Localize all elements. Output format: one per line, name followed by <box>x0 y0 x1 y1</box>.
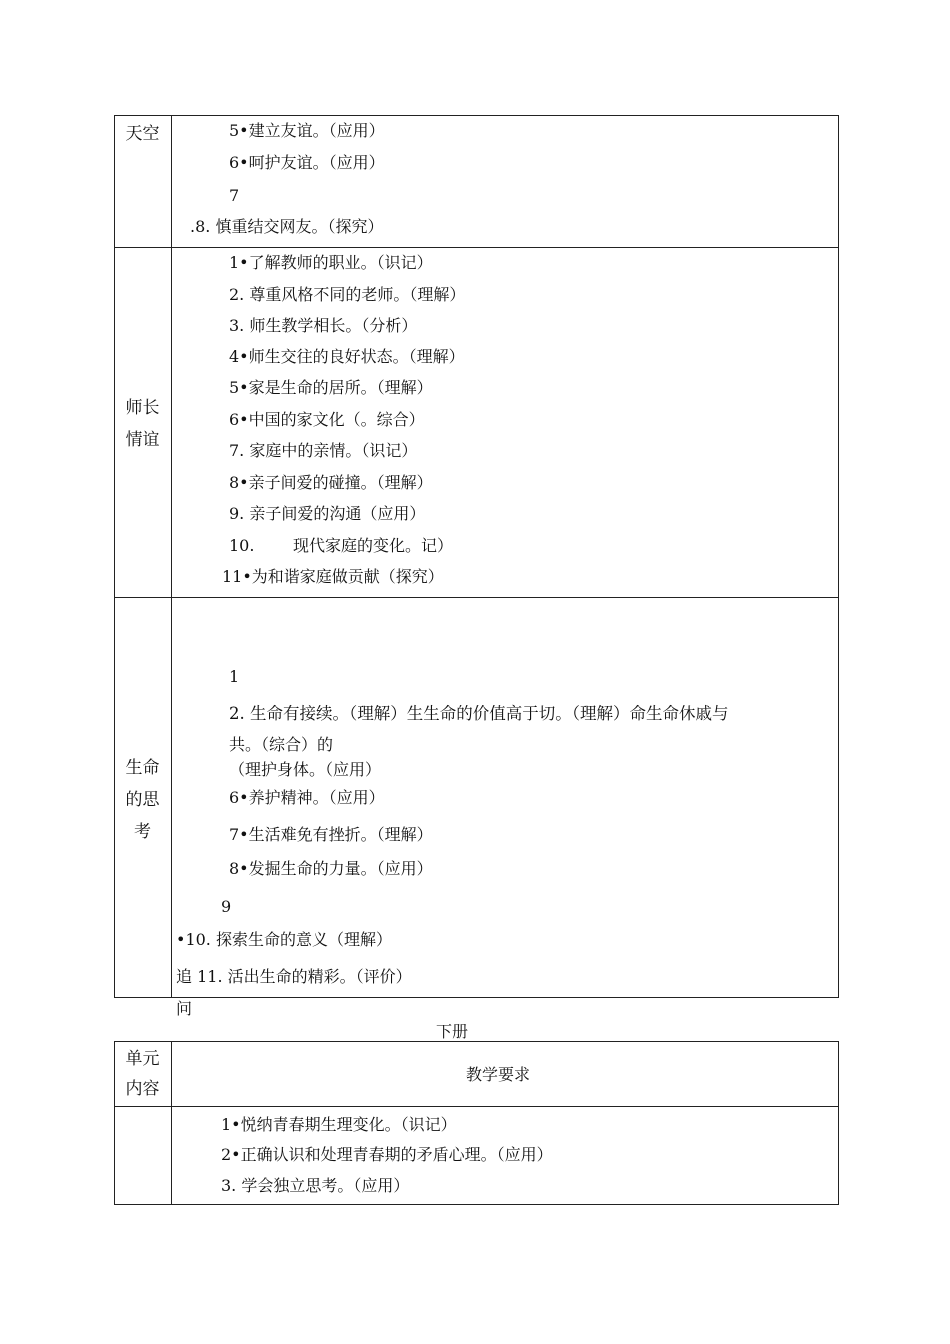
unit-label-shengming-de-sikao <box>114 752 171 848</box>
requirement-item: 2•正确认识和处理青春期的矛盾心理。（应用） <box>221 1145 553 1164</box>
requirement-item: .8. 慎重结交网友。（探究） <box>190 217 384 236</box>
unit-label-line: 情谊 <box>125 430 160 450</box>
stray-character: 问 <box>176 999 193 1018</box>
unit-label-line: 天空 <box>125 124 160 144</box>
requirement-item: 7. 家庭中的亲情。（识记） <box>229 441 418 460</box>
requirement-item: 4•师生交往的良好状态。（理解） <box>229 347 465 366</box>
requirement-item: 8•亲子间爱的碰撞。（理解） <box>229 473 433 492</box>
requirement-item: 现代家庭的变化。记） <box>293 536 454 555</box>
header-unit-content <box>114 1044 171 1104</box>
requirement-item: 3. 师生教学相长。（分析） <box>229 316 418 335</box>
requirement-item: 3. 学会独立思考。（应用） <box>221 1176 410 1195</box>
requirement-item: 11•为和谐家庭做贡献（探究） <box>222 567 444 586</box>
requirement-item: 7 <box>229 186 240 205</box>
requirement-item: （理护身体。（应用） <box>229 760 382 779</box>
header-line: 单元 <box>125 1049 160 1069</box>
requirement-item: 6•中国的家文化（。综合） <box>229 410 425 429</box>
requirement-item: •10. 探索生命的意义（理解） <box>176 930 392 949</box>
column-divider <box>171 116 172 997</box>
requirement-item: 2. 生命有接续。（理解）生生命的价值高于切。（理解）命生命休戚与 <box>229 704 729 723</box>
requirements-table-upper <box>114 115 839 998</box>
requirement-item: 8•发掘生命的力量。（应用） <box>229 859 433 878</box>
row-divider <box>115 597 838 598</box>
requirement-item: 1•悦纳青春期生理变化。（识记） <box>221 1115 457 1134</box>
requirement-item: 5•家是生命的居所。（理解） <box>229 378 433 397</box>
requirement-item: 7•生活难免有挫折。（理解） <box>229 825 433 844</box>
requirement-item: 追 11. 活出生命的精彩。（评价） <box>176 967 412 986</box>
requirement-item: 1•了解教师的职业。（识记） <box>229 253 433 272</box>
unit-label-line: 师长 <box>125 398 160 418</box>
unit-label-line: 生命 <box>125 758 160 778</box>
requirement-item-number: 9 <box>221 897 232 916</box>
unit-label-tiankong <box>114 118 171 150</box>
requirement-item: 5•建立友谊。（应用） <box>229 121 385 140</box>
requirement-item: 共。（综合）的 <box>229 735 334 754</box>
unit-label-line: 考 <box>134 822 151 842</box>
requirement-item: 2. 尊重风格不同的老师。（理解） <box>229 285 466 304</box>
requirement-item-number: 1 <box>229 667 240 686</box>
unit-label-line: 的思 <box>125 790 160 810</box>
header-line: 内容 <box>125 1079 160 1099</box>
requirement-item: 6•养护精神。（应用） <box>229 788 385 807</box>
section-title: 下册 <box>436 1022 469 1041</box>
unit-label-shizhang-qingyi <box>114 392 171 456</box>
requirement-item: 9. 亲子间爱的沟通（应用） <box>229 504 426 523</box>
requirement-item: 6•呵护友谊。（应用） <box>229 153 385 172</box>
row-divider <box>115 247 838 248</box>
row-divider <box>115 1106 838 1107</box>
column-divider <box>171 1042 172 1204</box>
requirement-item-number: 10. <box>229 536 255 555</box>
header-teaching-requirements: 教学要求 <box>466 1065 531 1084</box>
